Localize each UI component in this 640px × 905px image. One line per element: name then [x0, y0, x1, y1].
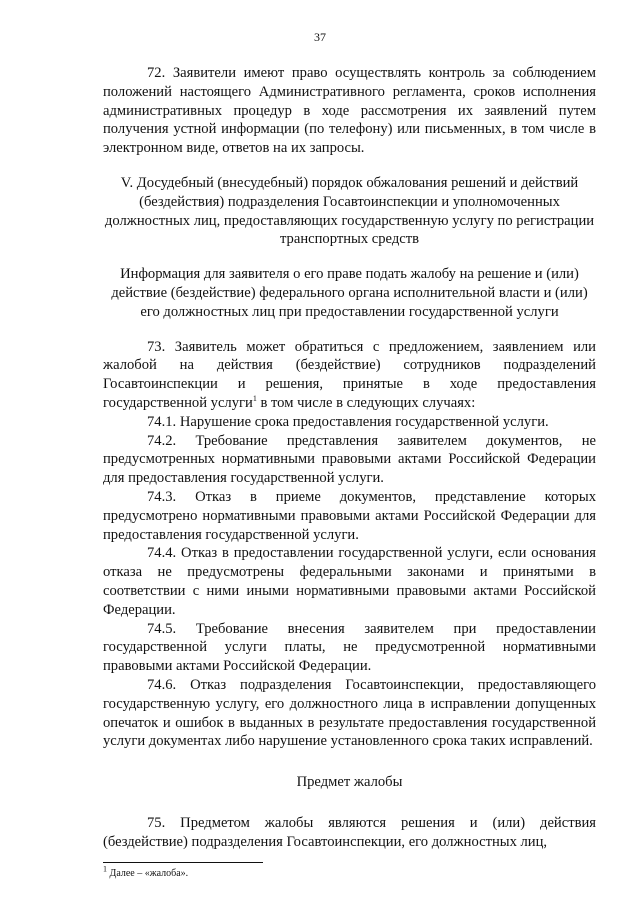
paragraph-74-5: 74.5. Требование внесения заявителем при предоставлении государственной услуги платы, не предусмотренной нормативными правовыми актами Российской Федерации.	[103, 620, 596, 675]
paragraph-73-text: 73. Заявитель может обратиться с предложением, заявлением или жалобой на действия (бездействие) сотрудников подразделений Госавтоинспекции и решения, принятые в ходе предоставления государственной услуги	[103, 338, 596, 411]
page-content	[103, 64, 596, 851]
footnote-text: Далее – «жалоба».	[107, 868, 189, 879]
paragraph-74-6: 74.6. Отказ подразделения Госавтоинспекции, предоставляющего государственную услугу, его должностного лица в исправлении допущенных опечаток и ошибок в выданных в результате предоставления государственной услуги документах либо нарушение установленного срока таких исправлений.	[103, 676, 596, 750]
paragraph-74-2: 74.2. Требование представления заявителем документов, не предусмотренных нормативными правовыми актами Российской Федерации для предоставления государственной услуги.	[103, 432, 596, 487]
footnote	[103, 864, 189, 880]
paragraph-73-end: в том числе в следующих случаях:	[256, 394, 476, 411]
subject-heading: Предмет жалобы	[296, 774, 403, 791]
paragraph-74-3: 74.3. Отказ в приеме документов, представление которых предусмотрено нормативными правовыми актами Российской Федерации для предоставления государственной услуги.	[103, 488, 596, 543]
info-heading: Информация для заявителя о его праве подать жалобу на решение и (или) действие (бездействие) федерального органа исполнительной власти и (или) его должностных лиц при предоставлении государственной услуги	[111, 266, 588, 320]
paragraph-74-1: 74.1. Нарушение срока предоставления государственной услуги.	[147, 413, 549, 430]
section-heading: V. Досудебный (внесудебный) порядок обжалования решений и действий (бездействия) подразделения Госавтоинспекции и уполномоченных должностных лиц, предоставляющих государственную услугу по регистрации транспортных средств	[104, 174, 595, 248]
footnote-marker: 1	[103, 864, 107, 874]
page-number: 37	[314, 30, 326, 44]
footnote-reference: 1	[252, 394, 257, 404]
footnote-divider	[103, 862, 263, 863]
paragraph-72: 72. Заявители имеют право осуществлять контроль за соблюдением положений настоящего Административного регламента, сроков исполнения административных процедур в ходе рассмотрения их заявлений путем получения устной информации (по телефону) или письменных, в том числе в электронном виде, ответов на их запросы.	[103, 65, 596, 157]
paragraph-74-4: 74.4. Отказ в предоставлении государственной услуги, если основания отказа не предусмотрены федеральными законами и принятыми в соответствии с ними иными нормативными правовыми актами Российской Федерации.	[103, 545, 596, 618]
paragraph-75: 75. Предметом жалобы являются решения и (или) действия (бездействие) подразделения Госавтоинспекции, его должностных лиц,	[103, 814, 596, 850]
paragraph-73	[103, 338, 596, 413]
